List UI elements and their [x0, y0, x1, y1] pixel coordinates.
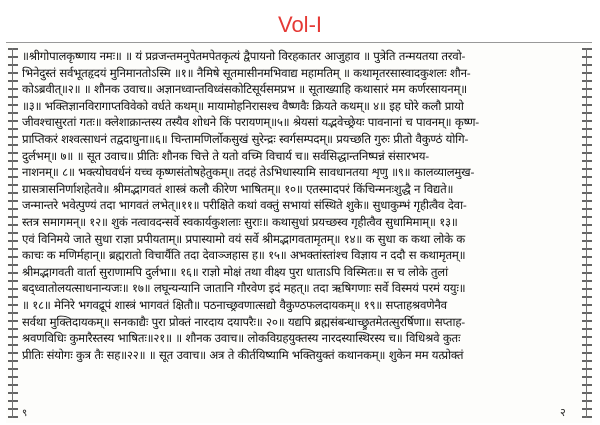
text-line: ॥ १८॥ मेनिरे भगवद्रूपं शास्त्रं भागवतं क्षितौ॥ पठनाच्छ्रवणात्सद्यो वैकुण्ठफलदायकम्॥ १९॥ सप्ताहश्रवणेनैव	[22, 297, 447, 312]
text-line: नाशनम्॥ ८॥ भक्त्योघवर्धनं यच्च कृष्णसंतोषहेतुकम्॥ तदहं तेऽभिधास्यामि सावधानतया शृणु ॥९॥ कालव्यालमुख-	[22, 165, 475, 180]
text-line: कोऽब्रवीत्॥२॥ ॥ शौनक उवाच॥ अज्ञानध्वान्तविध्वंसकोटिसूर्यसमप्रभ ॥ सूताख्याहि कथासारं मम कर्णरसायनम्॥	[22, 82, 467, 97]
text-line: ग्रासत्रासनिर्णाशहेतवे॥ श्रीमद्भागवतं शास्त्रं कलौ कीरेण भाषितम्॥ १०॥ एतस्मादपरं किंचिन्मनःशुद्धै न विद्यते॥	[22, 181, 454, 196]
text-line: बद्ध्वातोलयत्साधनान्यजः॥ १७॥ लघून्यन्यानि जातानि गौरवेण इदं महत्॥ तदा ऋषिगणाः सर्वे विस्मयं परमं ययुः॥	[22, 281, 466, 296]
text-line: स्तत्र समागमन्॥ १२॥ शुकं नत्वावदन्सर्वे स्वकार्यकुशलाः सुराः॥ कथासुधां प्रयच्छस्व गृहीत्वैव सुधामिमाम्॥ १३॥	[22, 214, 458, 229]
text-line: दुर्लभम्॥ ७॥ ॥ सूत उवाच॥ प्रीतिः शौनक चित्ते ते यतो वच्मि विचार्य च॥ सर्वसिद्धान्तनिष्पन्नं संसारभय-	[22, 148, 429, 163]
text-line: एवं विनिमये जाते सुधा राज्ञा प्रपीयताम्॥ प्रपास्यामो वयं सर्वे श्रीमद्भागवतामृतम्॥ १४॥ क सुधा क कथा लोके क	[22, 231, 466, 246]
text-line: प्रीतिः संयोगः कुत्र तैः सह॥२२॥ ॥ सूत उवाच॥ अत्र ते कीर्तयिष्यामि भक्तियुक्तं कथानकम्॥ शुकेन मम यत्प्रोक्तं	[22, 347, 464, 362]
page-title: Vol-I	[277, 12, 323, 37]
page-number: २	[560, 406, 566, 419]
text-line: काचः क मणिर्महान्॥ ब्रह्मरातो विचार्यैति तदा देवाञ्जहास ह॥ १५॥ अभक्तांस्तांश्च विज्ञाय न ददौ स कथामृतम्॥	[22, 248, 466, 263]
right-page-border	[582, 48, 592, 418]
text-line: श्रवणविधिः कुमारैस्तस्य भाषितः॥२१॥ ॥ शौनक उवाच॥ लोकविग्रहयुक्तस्य नारदस्यास्थिरस्य च॥ विधिश्रवे कुतः	[22, 331, 461, 346]
text-line: जन्मान्तरे भवेत्पुण्यं तदा भागवतं लभेत्॥११॥ परीक्षिते कथां वक्तुं सभायां संस्थिते शुके॥ सुधाकुम्भं गृहीत्वैव देवा-	[22, 198, 467, 213]
text-line: जीवश्चासुरतां गतः॥ क्लेशाक्रान्तस्य तस्यैव शोधने किं परायणम्॥५॥ श्रेयसां यद्भवेच्छ्रेयः पावनानां च पावनम्॥ कृष्ण-	[22, 115, 480, 130]
text-line: सर्वथा मुक्तिदायकम्॥ सनकाद्यैः पुरा प्रोक्तं नारदाय दयापरैः॥ २०॥ यद्यपि ब्रह्मसंबन्धाच्छ्रुतमेतत्सुरर्षिणा॥ सप्ताह-	[22, 314, 466, 329]
text-line: प्राप्तिकरं शश्वत्साधनं तद्वदाधुना॥६॥ चिन्तामणिर्लोकसुखं सुरेन्द्रः स्वर्गसम्पदम्॥ प्रयच्छति गुरुः प्रीतो वैकुण्ठं योगि-	[22, 131, 469, 146]
left-page-border	[8, 48, 18, 418]
text-line: भिनेदुस्तं सर्वभूतहृदयं मुनिमानतोऽस्मि ॥१॥ नैमिषे सूतमासीनमभिवाद्य महामतिम् ॥ कथामृतरसास्वादकुशलः शौन-	[22, 65, 471, 80]
sanskrit-text-block	[22, 48, 578, 363]
folio-mark-left: ९	[22, 408, 28, 419]
text-line: ॥३॥ भक्तिज्ञानविरागाप्तविवेको वर्धते कथम्॥ मायामोहनिरासश्च वैष्णवैः क्रियते कथम्॥ ४॥ इह घोरे कलौ प्रायो	[22, 98, 464, 113]
text-line: श्रीमद्भागवती वार्ता सुराणामपि दुर्लभा॥ १६॥ राज्ञो मोक्षं तथा वीक्ष्य पुरा धाताऽपि विस्मितः॥ स च लोके तुलां	[22, 264, 448, 279]
text-line: ॥श्रीगोपालकृष्णाय नमः॥ ॥ यं प्रव्रजन्तमनुपेतमपेतकृत्यं द्वैपायनो विरहकातर आजुहाव ॥ पुत्रेति तन्मयतया तरवो-	[22, 49, 466, 63]
